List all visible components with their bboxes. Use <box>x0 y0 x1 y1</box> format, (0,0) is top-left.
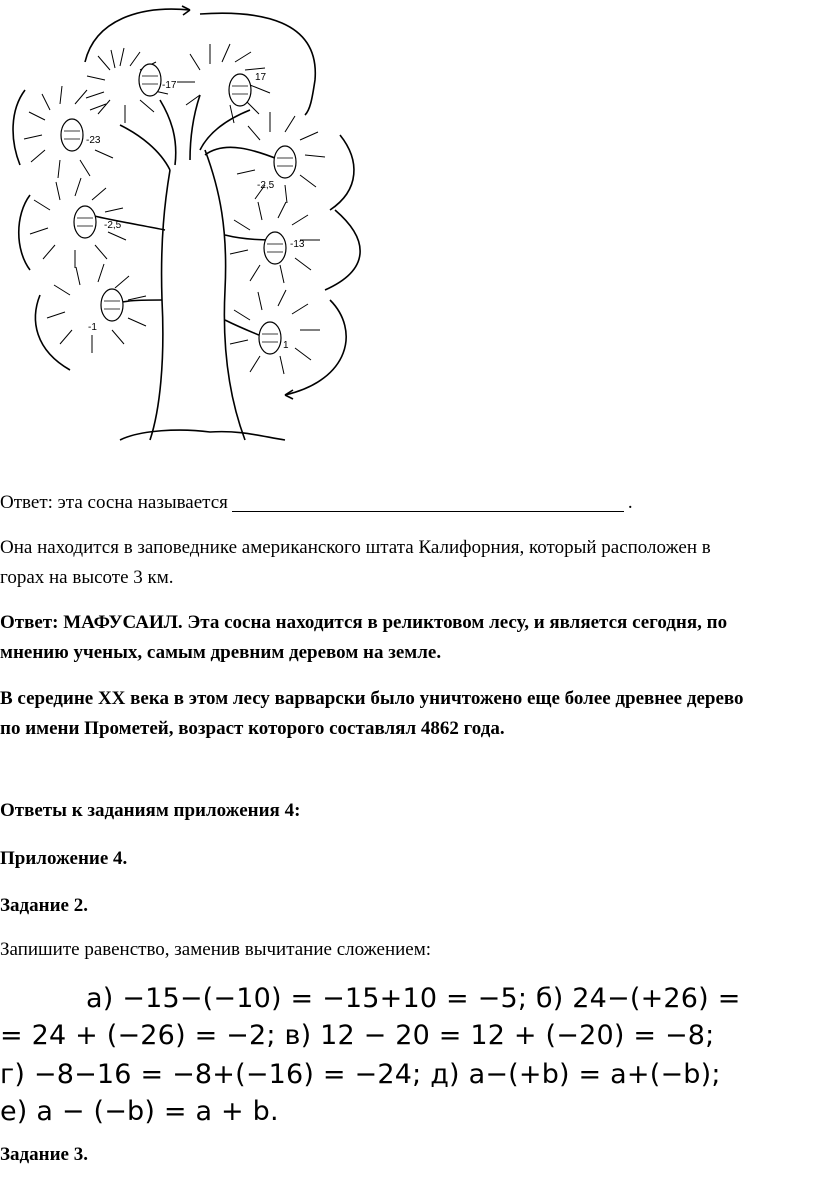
cone-label: -23 <box>86 135 101 146</box>
cone-label: 17 <box>255 72 267 83</box>
prometheus-paragraph: В середине XX века в этом лесу варварски было уничтожено еще более древнее дерево по имени Прометей, возраст которого составлял 4862 года. <box>0 688 744 739</box>
answer-blank <box>232 491 624 512</box>
cone-label: -13 <box>290 239 305 250</box>
pine-cone <box>101 289 123 321</box>
math-line: е) a − (−b) = a + b. <box>0 1096 279 1127</box>
answer-prompt-line <box>0 488 633 518</box>
pine-cone <box>139 64 161 96</box>
pine-cone <box>274 146 296 178</box>
answer-tail: . <box>627 492 633 513</box>
cone-label: 1 <box>283 340 289 351</box>
location-paragraph: Она находится в заповеднике американского штата Калифорния, который расположен в горах на высоте 3 км. <box>0 537 711 588</box>
answer-prompt: Ответ: эта сосна называется <box>0 492 228 513</box>
math-line: а) −15−(−10) = −15+10 = −5; б) 24−(+26) = <box>86 983 741 1014</box>
task2-instruction: Запишите равенство, заменив вычитание сложением: <box>0 939 432 960</box>
math-line: = 24 + (−26) = −2; в) 12 − 20 = 12 + (−20) = −8; <box>0 1020 715 1051</box>
tree-trunk <box>150 150 245 440</box>
math-line: г) −8−16 = −8+(−16) = −24; д) a−(+b) = a+(−b); <box>0 1059 721 1090</box>
answers-heading: Ответы к заданиям приложения 4: <box>0 800 301 821</box>
task3-heading: Задание 3. <box>0 1144 88 1165</box>
cone-label: -2,5 <box>104 220 122 231</box>
answer-paragraph: Ответ: МАФУСАИЛ. Эта сосна находится в реликтовом лесу, и является сегодня, по мнению ученых, самым древним деревом на земле. <box>0 612 728 663</box>
pine-cone <box>74 206 96 238</box>
needle-cluster <box>24 44 325 374</box>
cone-label: -2,5 <box>257 180 275 191</box>
cone-label: -17 <box>162 80 177 91</box>
pine-cone <box>259 322 281 354</box>
task2-heading: Задание 2. <box>0 895 88 916</box>
cone-label: -1 <box>88 322 97 333</box>
pine-cone <box>229 74 251 106</box>
pine-cone <box>264 232 286 264</box>
pine-cone <box>61 119 83 151</box>
appendix-heading: Приложение 4. <box>0 848 128 869</box>
pine-tree-illustration <box>0 0 380 455</box>
